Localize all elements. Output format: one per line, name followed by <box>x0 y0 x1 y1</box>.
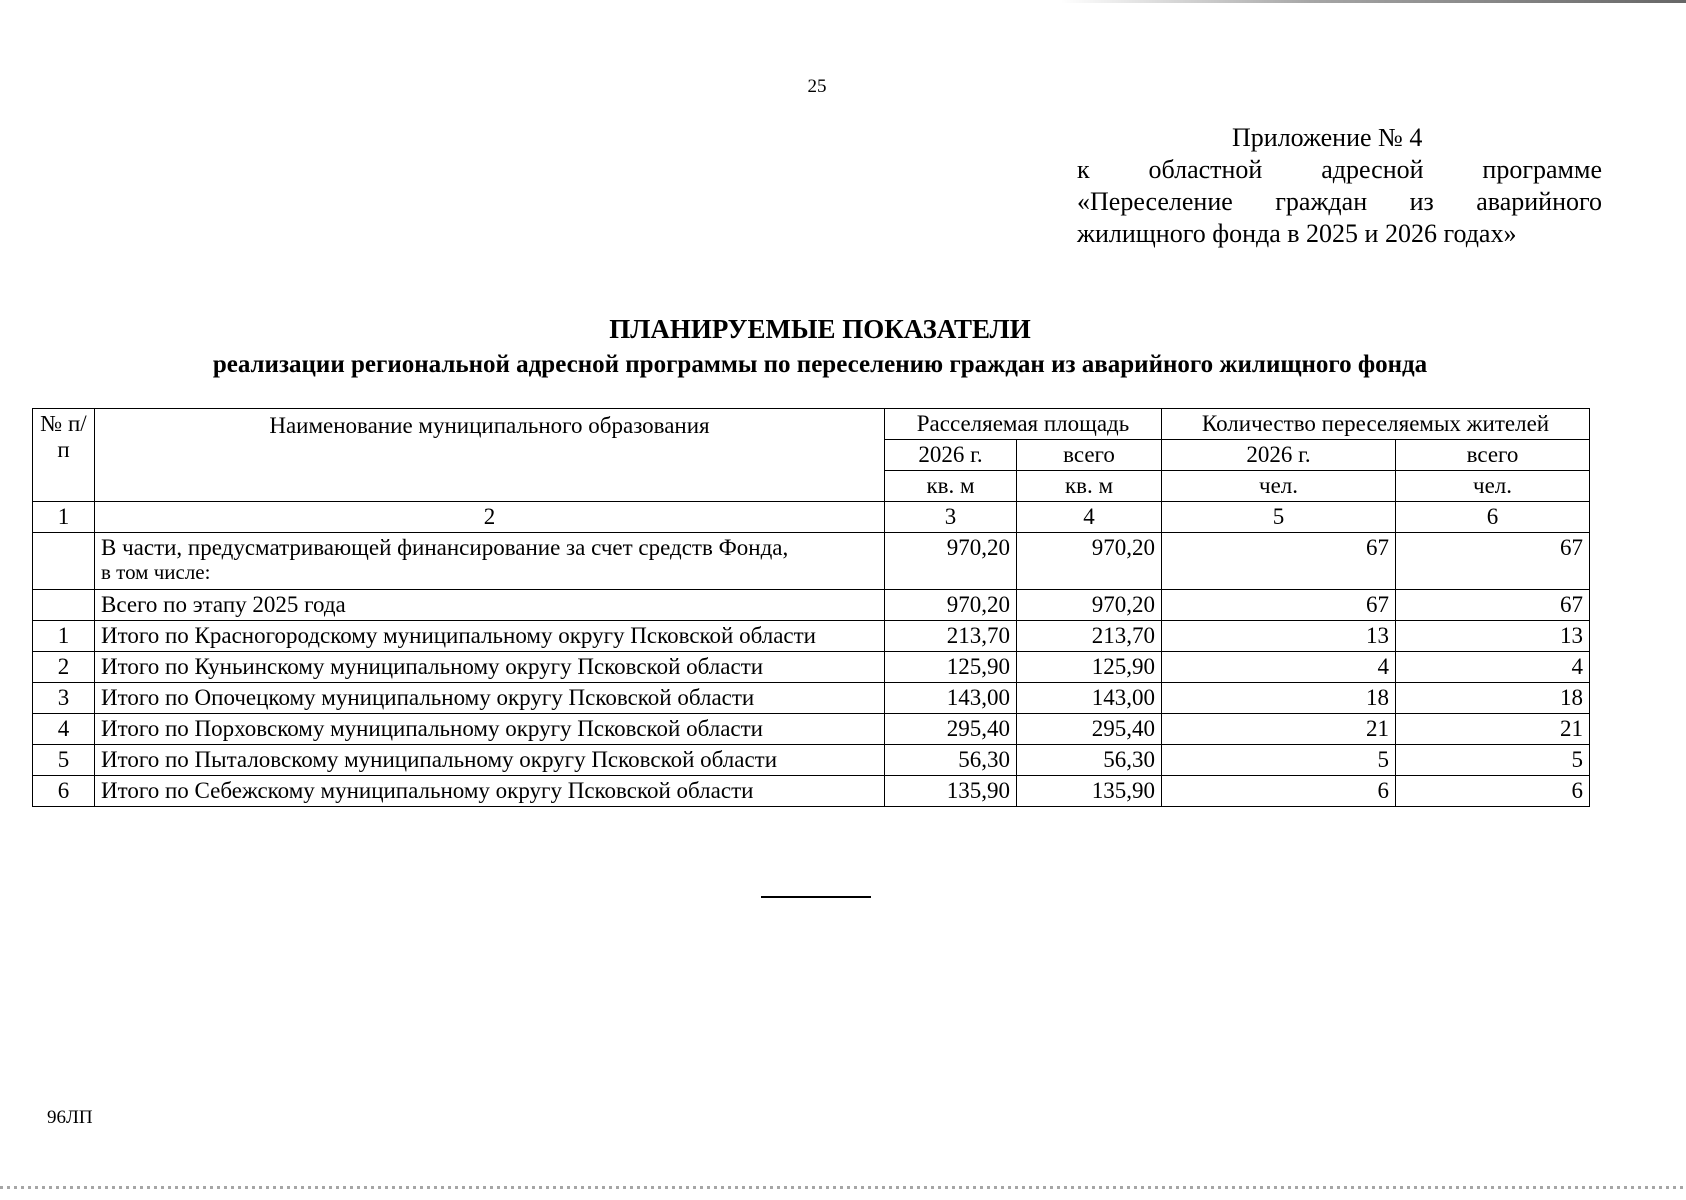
table-row <box>33 590 1590 621</box>
row-area-total: 295,40 <box>1017 714 1162 745</box>
row-res-total: 13 <box>1396 621 1590 652</box>
row-area-total: 143,00 <box>1017 683 1162 714</box>
header-residents-group: Количество переселяемых жителей <box>1162 409 1590 440</box>
document-subtitle: реализации региональной адресной программы по переселению граждан из аварийного жилищного фонда <box>212 351 1428 378</box>
unit-area-2026: кв. м <box>885 471 1017 502</box>
row-res-2026: 13 <box>1162 621 1396 652</box>
appendix-line-1: к областной адресной программе <box>1077 155 1602 184</box>
row-name: Итого по Куньинскому муниципальному округу Псковской области <box>95 652 885 683</box>
column-index: 4 <box>1017 502 1162 533</box>
header-num: № п/п <box>33 409 95 502</box>
appendix-line-2: «Переселение граждан из аварийного <box>1077 187 1602 216</box>
row-name: Всего по этапу 2025 года <box>95 590 885 621</box>
appendix-block <box>1077 122 1602 250</box>
row-area-2026: 295,40 <box>885 714 1017 745</box>
row-num: 4 <box>33 714 95 745</box>
row-num: 1 <box>33 621 95 652</box>
column-index: 3 <box>885 502 1017 533</box>
row-name: Итого по Себежскому муниципальному округу Псковской области <box>95 776 885 807</box>
table-row <box>33 621 1590 652</box>
column-index: 1 <box>33 502 95 533</box>
row-name-line: В части, предусматривающей финансирование за счет средств Фонда, <box>101 535 789 560</box>
footer-code: 96ЛП <box>47 1107 93 1128</box>
row-num <box>33 533 95 590</box>
row-area-total: 125,90 <box>1017 652 1162 683</box>
row-num: 3 <box>33 683 95 714</box>
row-res-total: 21 <box>1396 714 1590 745</box>
row-area-2026: 970,20 <box>885 533 1017 590</box>
row-res-2026: 5 <box>1162 745 1396 776</box>
row-area-2026: 56,30 <box>885 745 1017 776</box>
scan-edge-bottom <box>0 1186 1686 1189</box>
row-num: 2 <box>33 652 95 683</box>
row-name: Итого по Красногородскому муниципальному округу Псковской области <box>95 621 885 652</box>
page-number: 25 <box>807 76 827 97</box>
document-title: ПЛАНИРУЕМЫЕ ПОКАЗАТЕЛИ <box>609 314 1031 344</box>
scan-edge-top <box>1060 0 1686 3</box>
table-row <box>33 533 1590 590</box>
column-index: 2 <box>95 502 885 533</box>
row-name: Итого по Пыталовскому муниципальному округу Псковской области <box>95 745 885 776</box>
header-name: Наименование муниципального образования <box>95 409 885 502</box>
row-res-2026: 67 <box>1162 590 1396 621</box>
row-name <box>95 533 885 590</box>
column-index: 6 <box>1396 502 1590 533</box>
row-res-total: 67 <box>1396 533 1590 590</box>
row-area-total: 970,20 <box>1017 590 1162 621</box>
row-area-total: 213,70 <box>1017 621 1162 652</box>
table-row <box>33 652 1590 683</box>
row-res-2026: 4 <box>1162 652 1396 683</box>
row-res-2026: 21 <box>1162 714 1396 745</box>
row-num <box>33 590 95 621</box>
row-area-total: 56,30 <box>1017 745 1162 776</box>
table-row <box>33 683 1590 714</box>
header-res-2026: 2026 г. <box>1162 440 1396 471</box>
row-area-total: 970,20 <box>1017 533 1162 590</box>
appendix-line-3: жилищного фонда в 2025 и 2026 годах» <box>1077 219 1517 248</box>
row-res-total: 5 <box>1396 745 1590 776</box>
row-res-total: 6 <box>1396 776 1590 807</box>
row-num: 5 <box>33 745 95 776</box>
closing-rule <box>761 896 871 898</box>
table-header-row <box>33 409 1590 440</box>
unit-res-total: чел. <box>1396 471 1590 502</box>
row-res-2026: 67 <box>1162 533 1396 590</box>
row-name-line: в том числе: <box>101 560 211 584</box>
column-index: 5 <box>1162 502 1396 533</box>
row-area-2026: 135,90 <box>885 776 1017 807</box>
row-area-total: 135,90 <box>1017 776 1162 807</box>
row-res-2026: 6 <box>1162 776 1396 807</box>
header-area-total: всего <box>1017 440 1162 471</box>
row-area-2026: 125,90 <box>885 652 1017 683</box>
row-res-total: 4 <box>1396 652 1590 683</box>
appendix-title: Приложение № 4 <box>1232 123 1423 152</box>
header-res-total: всего <box>1396 440 1590 471</box>
table-row <box>33 714 1590 745</box>
table-row <box>33 745 1590 776</box>
header-area-group: Расселяемая площадь <box>885 409 1162 440</box>
row-res-total: 18 <box>1396 683 1590 714</box>
column-index-row <box>33 502 1590 533</box>
row-res-total: 67 <box>1396 590 1590 621</box>
row-name: Итого по Порховскому муниципальному округу Псковской области <box>95 714 885 745</box>
row-res-2026: 18 <box>1162 683 1396 714</box>
unit-res-2026: чел. <box>1162 471 1396 502</box>
row-area-2026: 213,70 <box>885 621 1017 652</box>
unit-area-total: кв. м <box>1017 471 1162 502</box>
row-name: Итого по Опочецкому муниципальному округу Псковской области <box>95 683 885 714</box>
header-area-2026: 2026 г. <box>885 440 1017 471</box>
row-area-2026: 143,00 <box>885 683 1017 714</box>
indicators-table <box>32 408 1590 807</box>
row-num: 6 <box>33 776 95 807</box>
table-row <box>33 776 1590 807</box>
row-area-2026: 970,20 <box>885 590 1017 621</box>
